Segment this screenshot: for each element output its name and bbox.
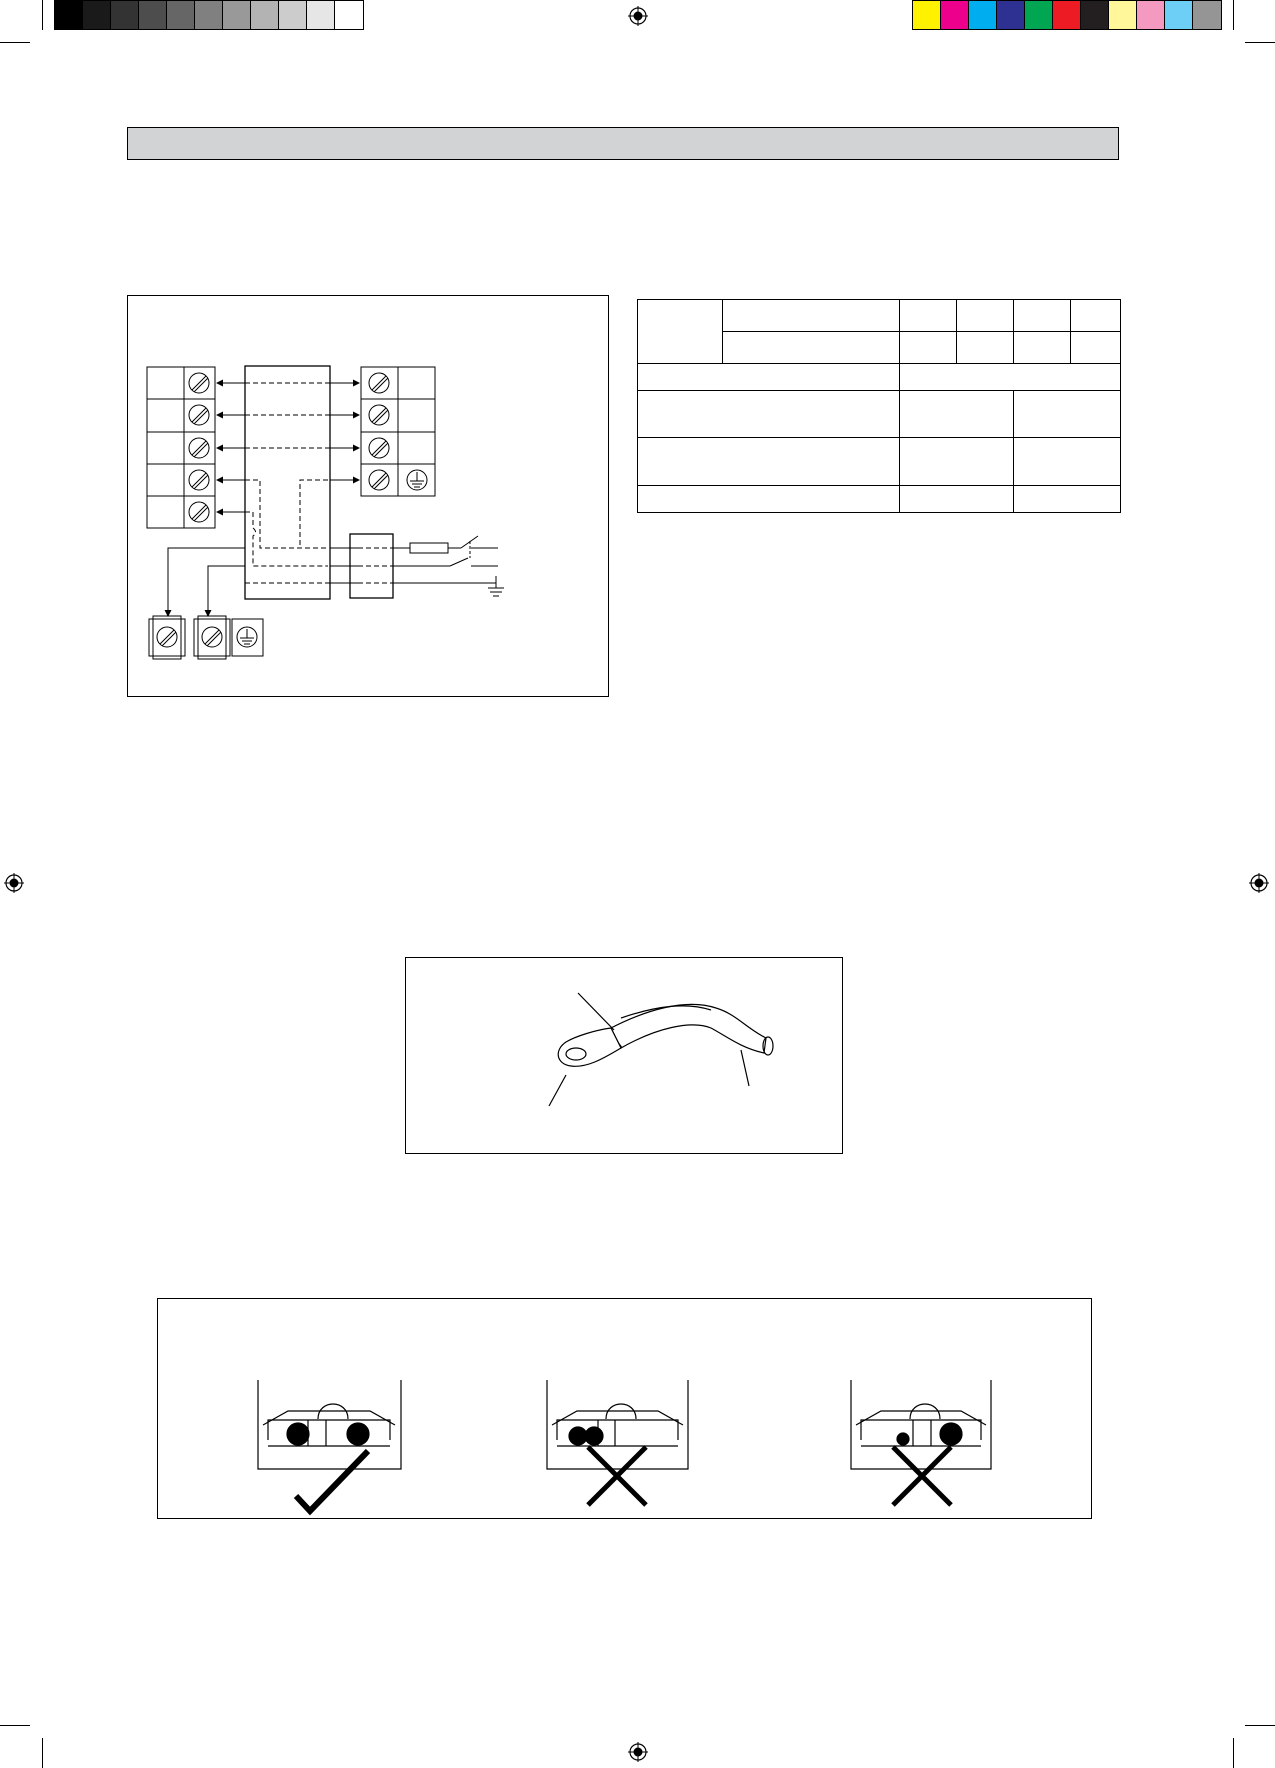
table-cell (1014, 486, 1121, 513)
wire-connection-examples (158, 1299, 1091, 1518)
table-cell (1071, 332, 1121, 364)
table-cell (723, 300, 900, 332)
calibration-swatch (251, 1, 279, 29)
color-calibration-bar (912, 0, 1222, 30)
table-cell (1014, 332, 1071, 364)
table-cell (638, 391, 900, 438)
trim-mark (42, 0, 43, 30)
ring-terminal-panel (405, 957, 843, 1154)
calibration-swatch (223, 1, 251, 29)
registration-mark-icon (628, 1742, 648, 1762)
calibration-swatch (997, 1, 1025, 29)
calibration-swatch (195, 1, 223, 29)
trim-mark (0, 1725, 30, 1726)
table-cell (900, 364, 1121, 391)
table-cell (1014, 391, 1121, 438)
checkmark-icon (296, 1451, 368, 1511)
calibration-swatch (941, 1, 969, 29)
trim-mark (42, 1738, 43, 1768)
correct-connection-example (258, 1380, 401, 1469)
connecting-cable-box (245, 366, 330, 599)
calibration-swatch (335, 1, 363, 29)
wiring-diagram-panel (127, 295, 609, 697)
incorrect-connection-example (851, 1380, 991, 1469)
ring-terminal-illustration (406, 958, 842, 1153)
table-cell (638, 486, 900, 513)
calibration-swatch (1109, 1, 1137, 29)
screw-terminal-icon (189, 373, 209, 522)
table-cell (957, 332, 1014, 364)
table-cell (900, 438, 1014, 486)
calibration-swatch (1053, 1, 1081, 29)
section-header-band (127, 127, 1119, 160)
table-cell (900, 486, 1014, 513)
trim-mark (1245, 1725, 1275, 1726)
table-cell (1071, 300, 1121, 332)
table-cell (638, 364, 900, 391)
calibration-swatch (307, 1, 335, 29)
table-cell (1014, 300, 1071, 332)
calibration-swatch (1025, 1, 1053, 29)
table-cell (900, 332, 957, 364)
calibration-swatch (83, 1, 111, 29)
trim-mark (1233, 1738, 1234, 1768)
calibration-swatch (167, 1, 195, 29)
registration-mark-icon (4, 873, 24, 893)
table-cell (900, 300, 957, 332)
incorrect-connection-example (547, 1380, 688, 1469)
cross-icon (893, 1447, 951, 1505)
registration-mark-icon (1249, 873, 1269, 893)
calibration-swatch (1137, 1, 1165, 29)
table-cell (900, 391, 1014, 438)
table-cell (638, 438, 900, 486)
grayscale-calibration-bar (54, 0, 364, 30)
calibration-swatch (111, 1, 139, 29)
table-cell (638, 300, 723, 364)
calibration-swatch (279, 1, 307, 29)
calibration-swatch (1165, 1, 1193, 29)
trim-mark (0, 42, 30, 43)
specification-table (637, 299, 1121, 513)
wire-connection-examples-panel (157, 1298, 1092, 1519)
registration-mark-icon (628, 6, 648, 26)
interconnect-wires (168, 383, 360, 616)
calibration-swatch (969, 1, 997, 29)
trim-mark (1233, 0, 1234, 30)
earth-ground-icon (407, 470, 427, 490)
wiring-diagram (128, 296, 608, 696)
earth-ground-icon (488, 576, 504, 596)
calibration-swatch (139, 1, 167, 29)
earth-ground-icon (237, 627, 257, 647)
screw-terminal-icon (157, 627, 222, 647)
table-cell (957, 300, 1014, 332)
fuse-icon (393, 543, 461, 553)
table-cell (723, 332, 900, 364)
calibration-swatch (913, 1, 941, 29)
trim-mark (1245, 42, 1275, 43)
outdoor-terminal-block (361, 367, 435, 496)
calibration-swatch (1193, 1, 1221, 29)
cross-icon (588, 1447, 646, 1505)
calibration-swatch (1081, 1, 1109, 29)
calibration-swatch (55, 1, 83, 29)
table-cell (1014, 438, 1121, 486)
